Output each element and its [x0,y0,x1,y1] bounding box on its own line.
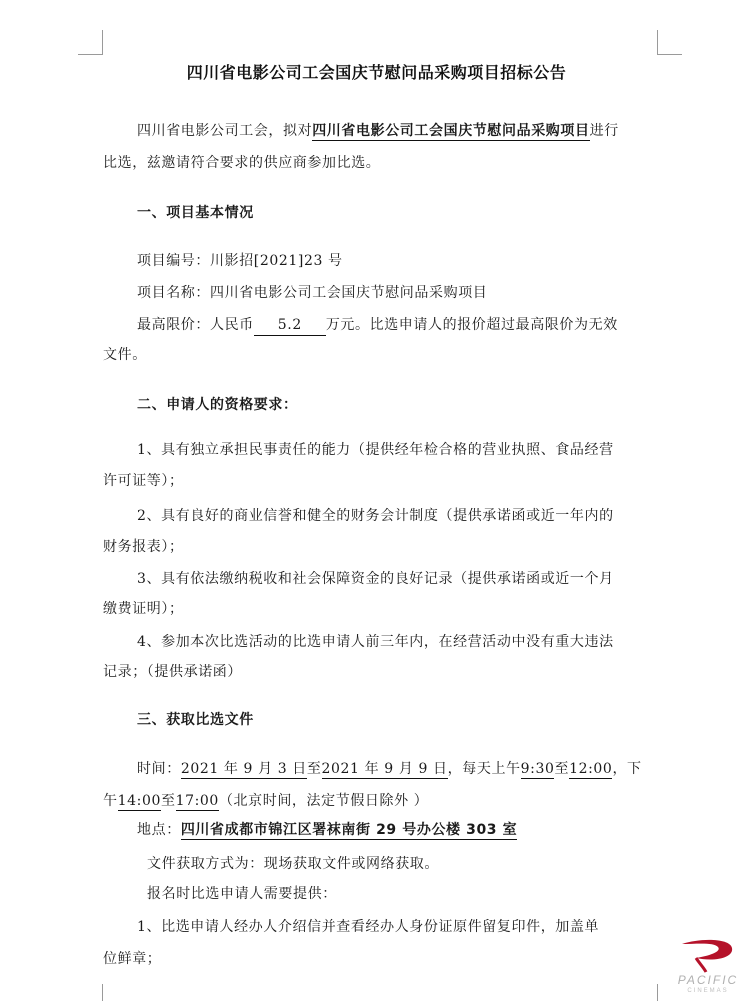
time-label: 时间： [137,761,181,777]
corner-mark-top-right [657,30,682,55]
place-line [137,820,517,840]
time-line-2 [103,791,428,811]
date-end: 2021 年 9 月 9 日 [321,761,448,777]
time-note: （北京时间，法定节假日除外 ） [218,793,429,809]
to-1: 至 [306,761,322,777]
section-1-heading: 一、项目基本情况 [137,205,254,221]
register-line: 报名时比选申请人需要提供： [147,886,337,902]
pm-end: 17:00 [175,793,219,809]
project-code: 项目编号：川影招[2021]23 号 [137,253,343,269]
section-3-heading: 三、获取比选文件 [137,712,254,728]
qualification-4-line-1: 4、参加本次比选活动的比选申请人前三年内，在经营活动中没有重大违法 [137,634,614,650]
daily-text: ，每天上午 [447,761,521,777]
pm-start: 14:00 [117,793,161,809]
section-2-heading: 二、申请人的资格要求： [137,397,298,413]
document-title: 四川省电影公司工会国庆节慰问品采购项目招标公告 [186,63,567,82]
qualification-4-line-2: 记录；（提供承诺函） [103,664,242,680]
logo-name: PACIFIC [677,973,739,987]
requirement-1-line-1: 1、比选申请人经办人介绍信并查看经办人身份证原件留复印件，加盖单 [137,919,600,935]
place-label: 地点： [137,822,181,838]
price-line [137,315,618,336]
intro-lead: 四川省电影公司工会，拟对 [137,123,313,139]
date-start: 2021 年 9 月 3 日 [180,761,307,777]
logo-swoosh-icon [678,938,738,974]
pm-prefix: 午 [103,793,118,809]
qualification-3-line-1: 3、具有依法缴纳税收和社会保障资金的良好记录（提供承诺函或近一个月 [137,571,614,587]
am-start: 9:30 [520,761,555,777]
corner-mark-bottom-left [78,984,103,1001]
intro-project-name: 四川省电影公司工会国庆节慰问品采购项目 [312,123,590,139]
qualification-1-line-1: 1、具有独立承担民事责任的能力（提供经年检合格的营业执照、食品经营 [137,442,614,458]
price-tail: 万元。比选申请人的报价超过最高限价为无效 [325,317,618,333]
to-3: 至 [160,793,176,809]
qualification-1-line-2: 许可证等）； [103,473,184,489]
logo-sub: CINEMAS [687,988,729,994]
intro-line-1 [137,121,619,141]
method-line: 文件获取方式为：现场获取文件或网络获取。 [147,856,439,872]
intro-line-2: 比选，兹邀请符合要求的供应商参加比选。 [103,155,381,171]
am-end: 12:00 [569,761,613,777]
intro-tail: 进行 [589,123,619,139]
price-value: 5.2 [254,315,326,336]
qualification-2-line-2: 财务报表）； [103,539,184,555]
requirement-1-line-2: 位鲜章； [103,951,162,967]
place-address: 四川省成都市锦江区署袜南街 29 号办公楼 303 室 [180,822,518,838]
corner-mark-top-left [78,30,103,55]
pm-lead: ，下 [612,761,642,777]
price-line-2: 文件。 [103,347,147,363]
to-2: 至 [554,761,570,777]
price-lead: 最高限价：人民币 [137,317,254,333]
pacific-cinemas-logo [668,938,748,998]
qualification-3-line-2: 缴费证明）； [103,601,184,617]
project-name: 项目名称：四川省电影公司工会国庆节慰问品采购项目 [137,285,488,301]
qualification-2-line-1: 2、具有良好的商业信誉和健全的财务会计制度（提供承诺函或近一年内的 [137,508,614,524]
time-line-1 [137,759,642,779]
